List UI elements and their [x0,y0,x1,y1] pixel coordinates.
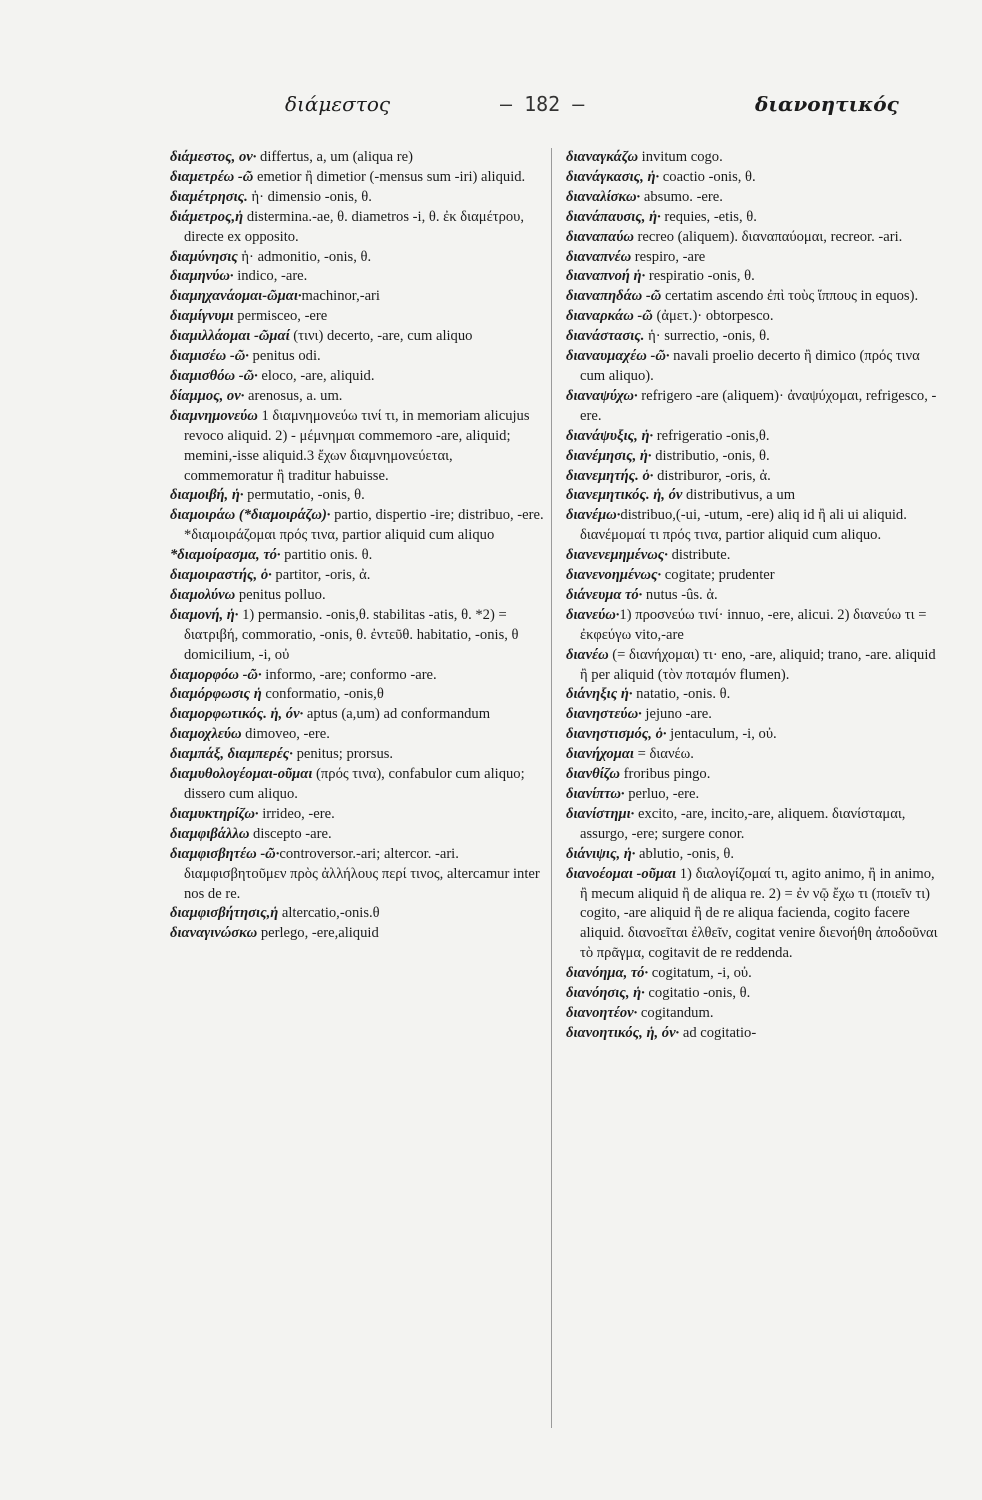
entry-headword: διαναπαύω [566,228,634,245]
entry-headword: διαμοχλεύω [170,726,242,743]
entry-definition: distriburor, -oris, ἀ. [653,467,771,484]
entry-definition: partio, dispertio -ire; distribuo, -ere. *διαμοιράζομαι πρός τινα, partior aliquid cum aliquo [184,507,544,544]
entry-definition: permisceo, -ere [233,308,328,325]
entry-headword: διανηστισμός, ὁ· [566,726,667,743]
dictionary-entry [566,208,940,228]
entry-definition: eloco, -are, aliquid. [257,367,375,384]
entry-headword: *διαμοίρασμα, τό· [170,547,281,564]
entry-headword: διάνιψις, ἡ· [566,845,636,862]
dictionary-entry [566,168,940,188]
entry-definition: ἡ· surrectio, -onis, θ. [644,328,770,345]
dictionary-entry [170,845,544,905]
entry-headword: διανενοημένως· [566,567,662,584]
entry-definition: discepto -are. [249,825,332,842]
dictionary-entry [566,586,940,606]
entry-definition: altercatio,-onis.θ [278,905,380,922]
entry-definition: distributivus, a um [682,487,796,504]
entry-headword: διαμοιράω (*διαμοιράζω)· [170,507,331,524]
entry-headword: διανάστασις. [566,328,645,345]
entry-headword: διαμέτρησις. [170,188,248,205]
entry-headword: διανάπαυσις, ἡ· [566,208,661,225]
entry-headword: διαμονή, ἡ· [170,606,239,623]
entry-headword: διανέμω· [566,507,621,524]
entry-definition: froribus pingo. [619,766,711,783]
entry-definition: cogitatio -onis, θ. [644,985,751,1002]
entry-definition: arenosus, a. um. [244,387,343,404]
dictionary-entry [566,248,940,268]
entry-definition: aptus (a,um) ad conformandum [303,706,491,723]
entry-definition: excito, -are, incito,-are, aliquem. διανίσταμαι, assurgo, -ere; surgere conor. [580,805,906,842]
entry-definition: permutatio, -onis, θ. [243,487,365,504]
entry-definition: (= διανήχομαι) τι· eno, -are, aliquid; trano, -are. aliquid ἢ per aliquid (τὸν ποταμόν flumen). [580,646,936,683]
dictionary-entry [566,447,940,467]
entry-headword: διαμπάξ, διαμπερές· [170,746,293,763]
entry-headword: διαμολύνω [170,586,236,603]
dictionary-entry [566,705,940,725]
entry-definition: refrigeratio -onis,θ. [653,427,770,444]
entry-definition: irrideo, -ere. [258,805,335,822]
entry-headword: διαναρκάω -ῶ [566,308,653,325]
entry-headword: διαμισθόω -ῶ· [170,367,258,384]
dictionary-entry [170,387,544,407]
dictionary-entry [170,307,544,327]
dictionary-entry [170,606,544,666]
entry-headword: διαναλίσκω· [566,188,641,205]
entry-definition: 1) διαλογίζομαί τι, agito animo, ἢ in animo, ἢ mecum aliquid ἢ de aliqua re. 2) = ἐν νῷ ἔχω τι (ποιεῖν τι) cogito, -are aliquid ἢ de re aliqua facienda, cogito facere aliquid. διανοεῖται ἐλθεῖν, cogitat venire διενοήθη ἀποδοῦναι τὸ πρᾶγμα, cogitavit de re reddenda. [580,865,938,962]
dictionary-entry [170,248,544,268]
dictionary-entry [170,506,544,546]
entry-definition: jentaculum, -i, οὐ. [666,726,777,743]
entry-definition: ablutio, -onis, θ. [635,845,735,862]
dictionary-entry [170,188,544,208]
entry-definition: natatio, -onis. θ. [632,686,731,703]
dictionary-entry [566,845,940,865]
entry-definition: informo, -are; conformo -are. [261,666,437,683]
running-head-left: διάμεστος [285,92,391,116]
entry-definition: 1) permansio. -onis,θ. stabilitas -atis, θ. *2) = διατριβή, commoratio, -onis, θ. ἐντεῦθ. habitatio, -onis, θ domicilium, -i, οὐ [184,606,519,663]
entry-headword: διαμοιραστής, ὁ· [170,567,272,584]
entry-definition: ad cogitatio- [679,1024,757,1041]
dictionary-entry [566,1004,940,1024]
entry-definition: (τινι) decerto, -are, cum aliquo [289,328,473,345]
entry-definition: recreo (aliquem). διαναπαύομαι, recreor. -ari. [633,228,903,245]
dictionary-entry [170,666,544,686]
entry-headword: διανίπτω· [566,786,625,802]
dictionary-entry [170,805,544,825]
entry-definition: distribuo,(-ui, -utum, -ere) aliq id ἢ ali ui aliquid. διανέμομαί τι πρός τινα, partior aliquid cum aliquo. [580,507,907,544]
page-header [170,92,940,122]
entry-headword: διανέμησις, ἡ· [566,447,652,464]
entry-headword: διαμφισβητέω -ῶ· [170,845,280,862]
left-column [170,148,544,944]
entry-headword: διαμοιβή, ἡ· [170,487,244,504]
entry-headword: διαμηνύω· [170,268,234,285]
entry-definition: ἡ· dimensio -onis, θ. [247,188,372,205]
entry-definition: partitio onis. θ. [280,547,373,564]
dictionary-entry [566,685,940,705]
entry-definition: dimoveo, -ere. [241,726,330,743]
dictionary-entry [170,327,544,347]
dictionary-entry [566,307,940,327]
entry-headword: διανενεμημένως· [566,547,668,564]
entry-definition: (πρός τινα), confabulor cum aliquo; dissero cum aliquo. [184,766,525,802]
dictionary-entry [170,347,544,367]
dictionary-entry [566,267,940,287]
dictionary-entry [566,865,940,965]
dictionary-entry [566,287,940,307]
dictionary-entry [170,685,544,705]
entry-headword: διαμορφόω -ῶ· [170,666,262,683]
entry-definition: differtus, a, um (aliqua re) [256,149,413,165]
dictionary-entry [566,148,940,168]
entry-definition: 1 διαμνημονεύω τινί τι, in memoriam alicujus revoco aliquid. 2) - μέμνημαι commemoro -are, aliquid; memini,-isse aliquid.3 ἔχων διαμνημονεύεται, commemoratur ἢ traditur habuisse. [184,407,530,484]
entry-definition: coactio -onis, θ. [659,168,756,185]
entry-headword: διαμύνησις [170,248,238,265]
entry-headword: διανίστημι· [566,805,635,822]
dictionary-entry [170,148,544,168]
right-column [566,148,940,1044]
entry-definition: partitor, -oris, ἀ. [271,567,371,584]
entry-headword: διανεμητής. ὁ· [566,467,654,484]
entry-headword: διάμετρος,ἡ [170,208,244,225]
entry-headword: διαμετρέω -ῶ [170,168,254,185]
entry-definition: 1) προσνεύω τινί· innuo, -ere, alicui. 2) διανεύω τι = ἐκφεύγω vito,-are [580,606,927,643]
entry-headword: διανόημα, τό· [566,965,649,982]
dictionary-entry [170,168,544,188]
dictionary-entry [566,188,940,208]
dictionary-entry [566,805,940,845]
entry-headword: διανάγκασις, ἡ· [566,168,660,185]
entry-definition: absumo. -ere. [640,188,723,205]
entry-headword: διανεμητικός. ἡ, όν [566,487,683,504]
entry-definition: jejuno -are. [641,706,712,723]
entry-headword: δίαμμος, ον· [170,387,245,404]
entry-definition: navali proelio decerto ἢ dimico (πρός τινα cum aliquo). [580,348,920,384]
entry-definition: refrigero -are (aliquem)· ἀναψύχομαι, refrigesco, -ere. [580,387,937,424]
entry-headword: διανέω [566,646,609,663]
dictionary-entry [170,904,544,924]
dictionary-entry [566,606,940,646]
dictionary-entry [566,566,940,586]
entry-definition: ἡ· admonitio, -onis, θ. [237,248,372,265]
dictionary-entry [170,287,544,307]
dictionary-entry [170,586,544,606]
entry-definition: penitus odi. [248,348,321,365]
entry-definition: distermina.-ae, θ. diametros -i, θ. ἐκ διαμέτρου, directe ex opposito. [184,208,525,245]
dictionary-entry [566,745,940,765]
entry-headword: διαμιλλάομαι -ῶμαί [170,328,290,345]
dictionary-entry [170,725,544,745]
dictionary-entry [566,785,940,805]
entry-definition: penitus; prorsus. [292,746,394,763]
entry-definition: perlego, -ere,aliquid [257,925,379,942]
entry-definition: (ἀμετ.)· obtorpesco. [652,308,774,325]
entry-headword: διαμνημονεύω [170,407,258,424]
entry-headword: διάνηξις ἡ· [566,686,633,703]
dictionary-entry [566,765,940,785]
entry-definition: nutus -ûs. ἀ. [642,586,718,603]
dictionary-entry [170,407,544,487]
dictionary-entry [170,367,544,387]
entry-headword: διανοητέον· [566,1004,638,1021]
entry-definition: certatim ascendo ἐπὶ τοὺς ἵππους in equos). [661,288,919,305]
entry-headword: διανεύω· [566,606,620,623]
entry-headword: διαναπηδάω -ῶ [566,288,662,305]
dictionary-entry [170,765,544,805]
entry-definition: penitus polluo. [235,586,326,603]
entry-definition: distributio, -onis, θ. [651,447,770,464]
dictionary-entry [170,825,544,845]
dictionary-entry [170,486,544,506]
entry-definition: = διανέω. [633,746,694,763]
entry-headword: διαναγκάζω [566,149,639,165]
entry-definition: indico, -are. [233,268,308,285]
dictionary-entry [170,745,544,765]
dictionary-entry [170,208,544,248]
entry-headword: διαμισέω -ῶ· [170,348,249,365]
entry-headword: διαναυμαχέω -ῶ· [566,348,670,365]
entry-headword: διαμφισβήτησις,ἡ [170,905,279,922]
page-number: — 182 — [500,92,585,116]
dictionary-entry [566,506,940,546]
dictionary-entry [566,427,940,447]
entry-definition: cogitandum. [637,1004,714,1021]
entry-definition: machinor,-ari [301,288,380,305]
entry-headword: διανοητικός, ἡ, όν· [566,1024,680,1041]
dictionary-entry [170,546,544,566]
entry-headword: διαναπνοή ἡ· [566,268,646,285]
dictionary-entry [170,705,544,725]
entry-headword: διανοέομαι -οῦμαι [566,865,677,882]
dictionary-entry [566,725,940,745]
entry-definition: invitum cogo. [638,149,723,165]
dictionary-entry [566,1024,940,1044]
entry-headword: διάμεστος, ον· [170,149,257,165]
dictionary-entry [566,467,940,487]
entry-headword: διανόησις, ἡ· [566,985,645,1002]
dictionary-entry [170,566,544,586]
entry-headword: διάνευμα τό· [566,586,643,603]
entry-headword: διαναγινώσκω [170,925,258,942]
running-head-right: διανοητικός [755,92,899,116]
entry-definition: requies, -etis, θ. [660,208,757,225]
dictionary-entry [566,646,940,686]
entry-definition: cogitate; prudenter [661,567,775,584]
entry-definition: distribute. [667,547,731,564]
entry-headword: διανηστεύω· [566,706,642,723]
dictionary-entry [566,964,940,984]
entry-headword: διαμφιβάλλω [170,825,250,842]
entry-definition: conformatio, -onis,θ [261,686,384,703]
dictionary-entry [566,984,940,1004]
entry-headword: διανάψυξις, ἡ· [566,427,654,444]
entry-headword: διαναψύχω· [566,387,638,404]
entry-headword: διαμυθολογέομαι-οῦμαι [170,766,313,783]
column-divider [551,148,552,1428]
entry-definition: respiratio -onis, θ. [645,268,755,285]
entry-headword: διαμυκτηρίζω· [170,805,259,822]
entry-headword: διαμίγνυμι [170,308,234,325]
dictionary-entry [170,924,544,944]
entry-headword: διανθίζω [566,766,620,783]
dictionary-entry [170,267,544,287]
dictionary-entry [566,546,940,566]
dictionary-entry [566,347,940,387]
entry-headword: διανήχομαι [566,746,634,763]
entry-definition: respiro, -are [631,248,706,265]
entry-definition: emetior ἢ dimetior (-mensus sum -iri) aliquid. [253,168,526,185]
dictionary-entry [566,228,940,248]
dictionary-entry [566,486,940,506]
dictionary-entry [566,327,940,347]
entry-headword: διαμορφωτικός. ἡ, όν· [170,706,304,723]
entry-definition: cogitatum, -i, οὐ. [648,965,752,982]
entry-headword: διαμόρφωσις ἡ [170,686,262,703]
entry-definition: controversor.-ari; altercor. -ari. διαμφισβητοῦμεν πρὸς ἀλλήλους περί τινος, altercamur inter nos de re. [184,845,540,902]
entry-definition: perluo, -ere. [624,786,700,802]
entry-headword: διαμηχανάομαι-ῶμαι· [170,288,302,305]
dictionary-entry [566,387,940,427]
entry-headword: διαναπνέω [566,248,632,265]
